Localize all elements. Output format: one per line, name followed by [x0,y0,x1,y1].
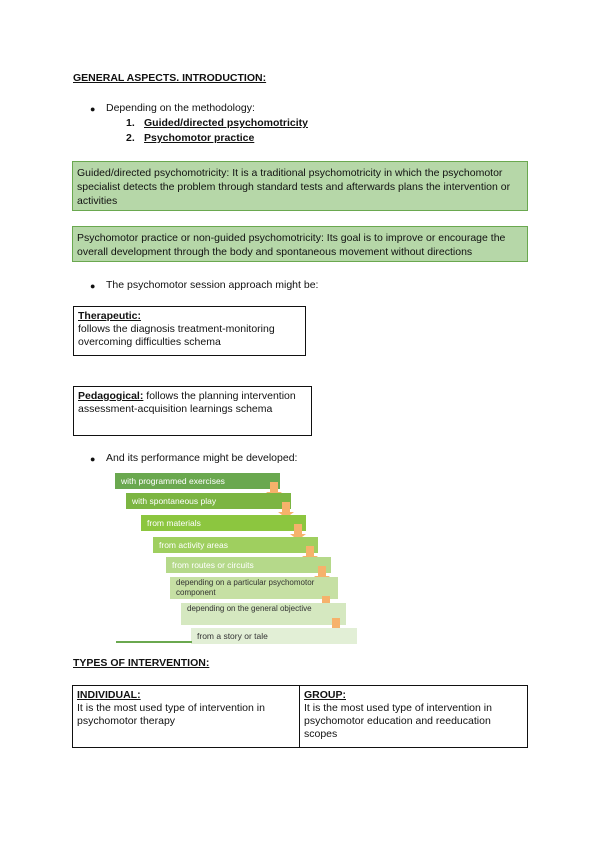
down-arrow-icon [332,618,340,628]
bullet-dot-icon: ● [90,104,96,114]
intro-heading: GENERAL ASPECTS. INTRODUCTION: [73,72,267,84]
individual-title: INDIVIDUAL: [77,689,141,701]
down-arrow-icon [294,524,302,534]
down-arrow-icon [282,502,290,512]
therapeutic-text: follows the diagnosis treatment-monitoring overcoming difficulties schema [78,323,275,348]
step-psychomotor-component: depending on a particular psychomotor component [170,577,338,599]
list-label: Guided/directed psychomotricity [144,117,308,129]
bullet-dot-icon: ● [90,281,96,291]
individual-cell [73,686,300,748]
step-materials: from materials [141,515,306,531]
down-arrow-icon [270,482,278,492]
intervention-types-table [72,685,528,748]
pedagogical-title: Pedagogical: [78,390,144,402]
list-number: 2. [126,132,135,144]
bullet-text: Depending on the methodology: [106,102,255,114]
group-title: GROUP: [304,689,346,701]
step-spontaneous-play: with spontaneous play [126,493,291,509]
pedagogical-text: follows the planning intervention assessment-acquisition learnings schema [78,390,296,415]
therapeutic-title: Therapeutic: [78,310,142,322]
group-cell [300,686,528,748]
types-heading: TYPES OF INTERVENTION: [73,657,210,669]
down-arrow-icon [306,546,314,556]
group-text: It is the most used type of intervention in psychomotor education and reeducation scopes [304,702,492,740]
practice-definition-box: Psychomotor practice or non-guided psychomotricity: Its goal is to improve or encourage the overall development through the body and spontaneous movement without directions [72,226,528,262]
bullet-text: The psychomotor session approach might be: [106,279,319,291]
individual-text: It is the most used type of intervention in psychomotor therapy [77,702,265,727]
list-number: 1. [126,117,135,129]
list-label: Psychomotor practice [144,132,255,144]
bullet-dot-icon: ● [90,454,96,464]
guided-definition-box: Guided/directed psychomotricity: It is a traditional psychomotricity in which the psychomotor specialist detects the problem through standard tests and afterwards plans the intervention or activities [72,161,528,211]
step-activity-areas: from activity areas [153,537,318,553]
step-programmed-exercises: with programmed exercises [115,473,280,489]
step-general-objective: depending on the general objective [181,603,346,625]
down-arrow-icon [318,566,326,576]
staircase-baseline [116,641,192,643]
bullet-text: And its performance might be developed: [106,452,298,464]
step-story-tale: from a story or tale [191,628,357,644]
step-routes-circuits: from routes or circuits [166,557,331,573]
